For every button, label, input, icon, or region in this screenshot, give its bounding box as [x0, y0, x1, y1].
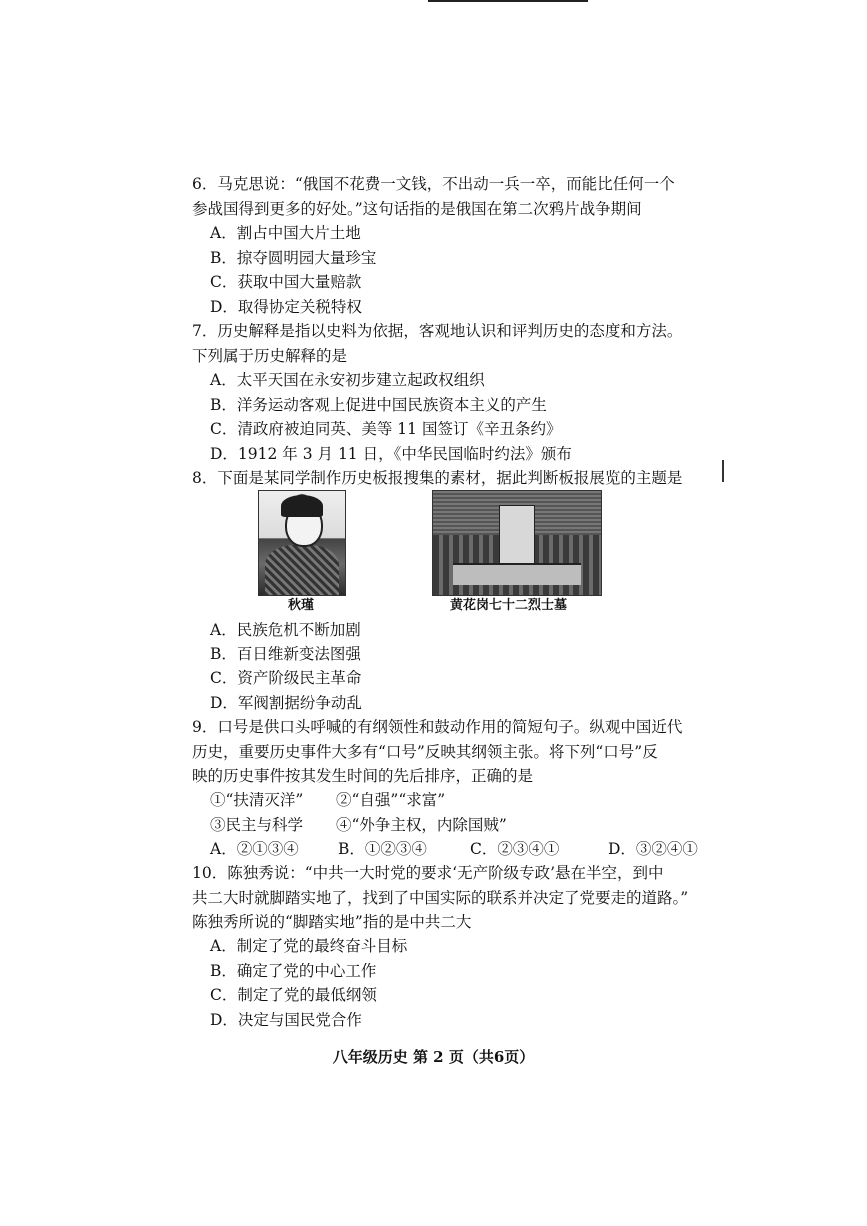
question-10-option-a: A．制定了党的最终奋斗目标: [210, 937, 408, 955]
question-6-option-b: B．掠夺圆明园大量珍宝: [210, 249, 377, 267]
question-9-line-3: 映的历史事件按其发生时间的先后排序，正确的是: [192, 767, 534, 785]
question-7-option-c: C．清政府被迫同英、美等 11 国签订《辛丑条约》: [210, 420, 562, 438]
photo-caption-qiu-jin: 秋瑾: [288, 598, 315, 613]
question-10-option-b: B．确定了党的中心工作: [210, 962, 377, 980]
question-8-option-b: B．百日维新变法图强: [210, 645, 361, 663]
question-8-option-c: C．资产阶级民主革命: [210, 669, 362, 687]
scan-mark: [722, 460, 724, 482]
question-7-option-a: A．太平天国在永安初步建立起政权组织: [210, 371, 485, 389]
page-footer: 八年级历史 第 2 页（共6页）: [332, 1048, 535, 1066]
question-6-option-a: A．割占中国大片土地: [210, 224, 361, 242]
photo-figure-body: [265, 545, 339, 595]
question-10-option-c: C．制定了党的最低纲领: [210, 986, 377, 1004]
question-8-option-a: A．民族危机不断加剧: [210, 621, 361, 639]
photo-monument: [499, 505, 535, 569]
question-10-line-3: 陈独秀所说的“脚踏实地”指的是中共二大: [192, 913, 472, 931]
question-6-line-2: 参战国得到更多的好处。”这句话指的是俄国在第二次鸦片战争期间: [192, 200, 642, 218]
qiu-jin-photo: [258, 490, 346, 596]
photo-figure-hair: [281, 495, 323, 517]
question-6-option-d: D．取得协定关税特权: [210, 298, 362, 316]
question-9-line-1: 9．口号是供口头呼喊的有纲领性和鼓动作用的简短句子。纵观中国近代: [192, 718, 683, 736]
question-6-line-1: 6．马克思说：“俄国不花费一文钱，不出动一兵一卒，而能比任何一个: [192, 175, 675, 193]
question-9-line-2: 历史，重要历史事件大多有“口号”反映其纲领主张。将下列“口号”反: [192, 743, 658, 761]
question-7-option-d: D．1912 年 3 月 11 日，《中华民国临时约法》颁布: [210, 445, 572, 463]
question-10-option-d: D．决定与国民党合作: [210, 1011, 362, 1029]
question-9-item-4: ④“外争主权，内除国贼”: [336, 816, 507, 834]
question-10-line-1: 10．陈独秀说：“中共一大时党的要求‘无产阶级专政’悬在半空，到中: [192, 864, 664, 882]
scan-mark: [428, 0, 588, 2]
question-9-option-b: B．①②③④: [338, 840, 427, 858]
question-9-option-d: D．③②④①: [608, 840, 698, 858]
question-6-option-c: C．获取中国大量赔款: [210, 273, 362, 291]
question-9-option-a: A．②①③④: [210, 840, 299, 858]
question-7-option-b: B．洋务运动客观上促进中国民族资本主义的产生: [210, 396, 547, 414]
question-9-item-1: ①“扶清灭洋”: [210, 791, 304, 809]
question-8-option-d: D．军阀割据纷争动乱: [210, 694, 362, 712]
huanghuagang-tomb-photo: [432, 490, 602, 596]
question-9-item-3: ③民主与科学: [210, 816, 304, 834]
question-9-item-2: ②“自强”“求富”: [336, 791, 446, 809]
photo-caption-huanghuagang: 黄花岗七十二烈士墓: [450, 598, 568, 613]
question-8-line-1: 8．下面是某同学制作历史板报搜集的素材，据此判断板报展览的主题是: [192, 469, 683, 487]
question-7-line-2: 下列属于历史解释的是: [192, 347, 348, 365]
photo-base: [453, 563, 581, 585]
question-10-line-2: 共二大时就脚踏实地了，找到了中国实际的联系并决定了党要走的道路。”: [192, 889, 689, 907]
question-9-option-c: C．②③④①: [470, 840, 560, 858]
question-7-line-1: 7．历史解释是指以史料为依据，客观地认识和评判历史的态度和方法。: [192, 322, 683, 340]
